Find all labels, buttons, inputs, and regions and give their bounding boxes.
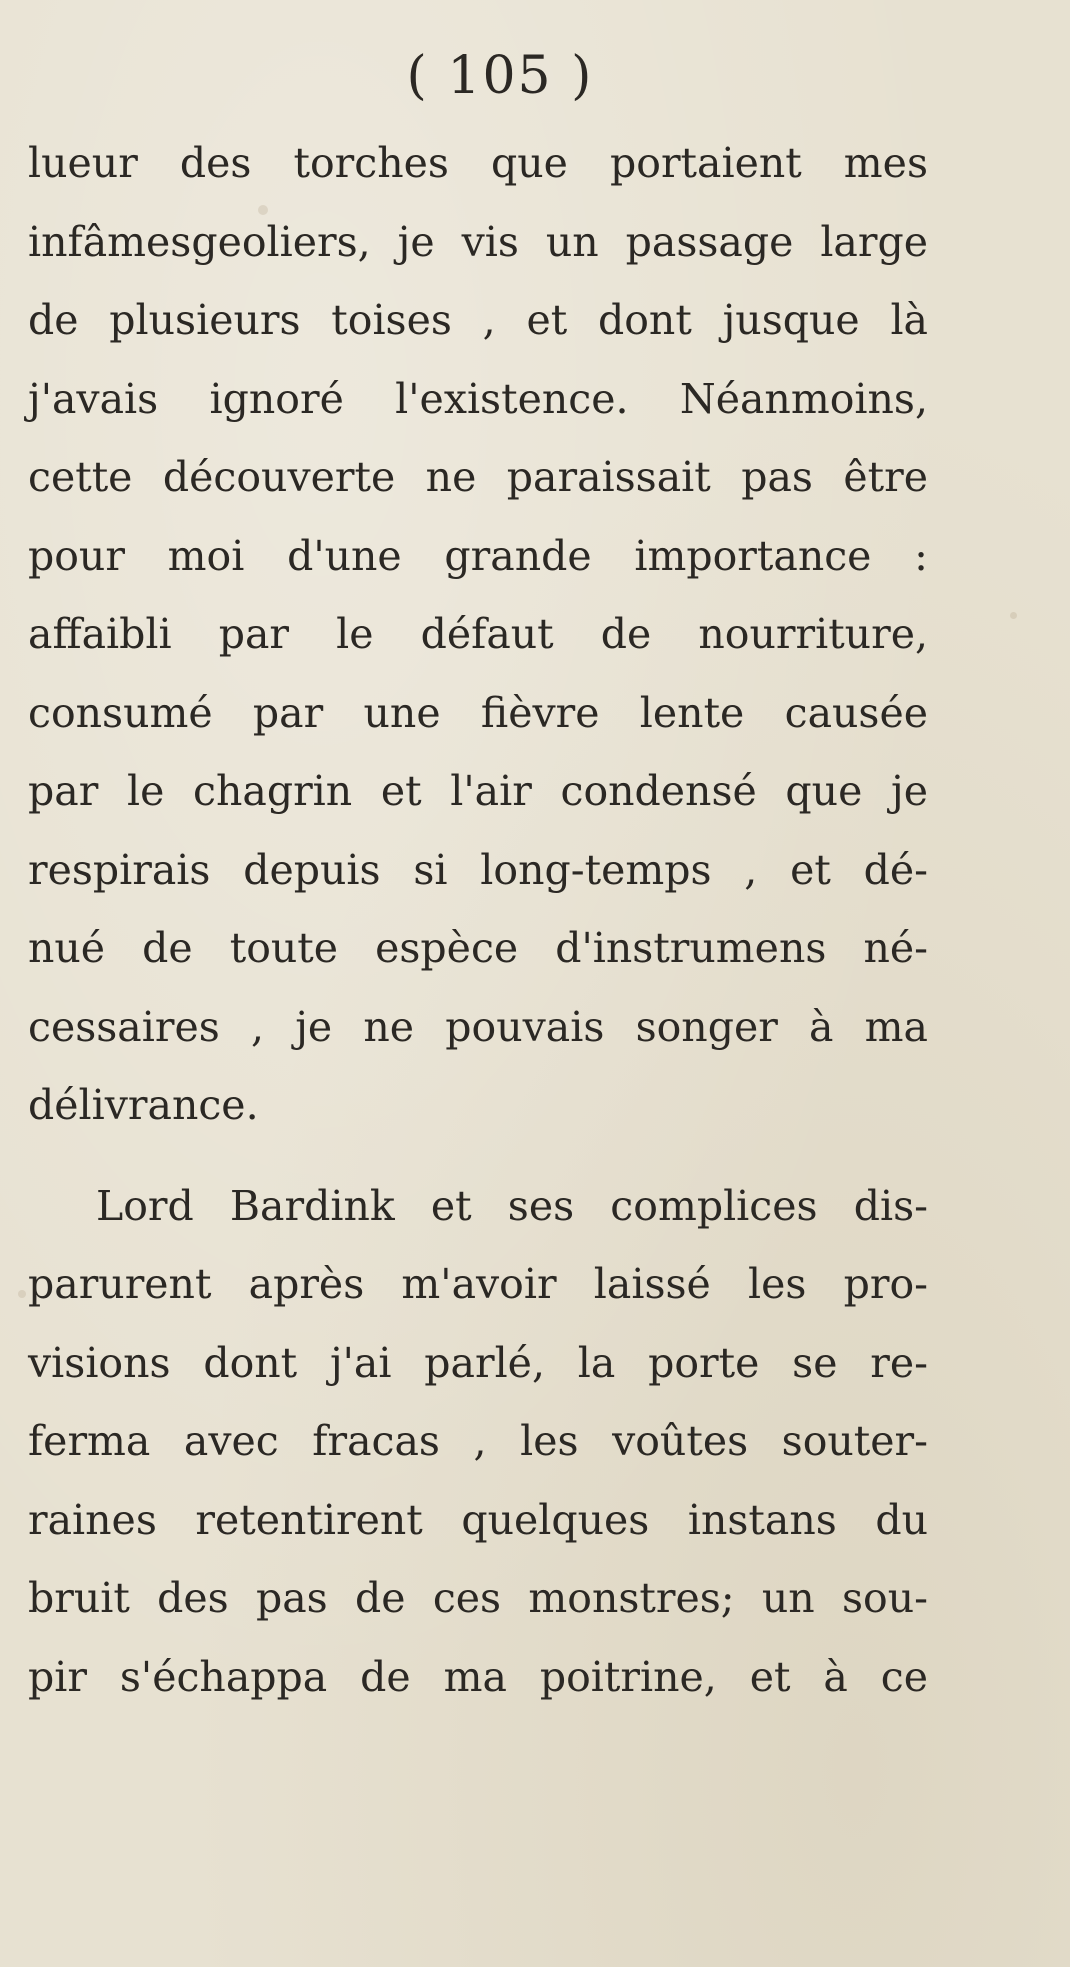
paper-spot (18, 1290, 26, 1298)
text-line: infâmesgeoliers, je vis un passage large (28, 217, 928, 266)
paragraph-gap (28, 1145, 928, 1167)
text-line: consumé par une fièvre lente causée (28, 688, 928, 737)
text-line: par le chagrin et l'air condensé que je (28, 767, 928, 815)
text-line: délivrance. (28, 1081, 259, 1129)
text-line: Lord Bardink et ses complices dis- (96, 1181, 928, 1230)
text-line: respirais depuis si long-temps , et dé- (28, 845, 928, 894)
text-line: nué de toute espèce d'instrumens né- (28, 924, 928, 972)
paper-spot (1010, 612, 1017, 619)
text-line: pir s'échappa de ma poitrine, et à ce (28, 1652, 928, 1701)
text-line: raines retentirent quelques instans du (28, 1495, 928, 1544)
text-line: visions dont j'ai parlé, la porte se re- (28, 1338, 928, 1387)
body-text (28, 124, 928, 1716)
page-number: ( 105 ) (406, 46, 594, 106)
text-line: j'avais ignoré l'existence. Néanmoins, (28, 374, 928, 423)
text-line: cessaires , je ne pouvais songer à ma (28, 1002, 928, 1051)
text-line: affaibli par le défaut de nourriture, (28, 610, 928, 658)
text-line: ferma avec fracas , les voûtes souter- (28, 1417, 928, 1465)
text-line: parurent après m'avoir laissé les pro- (28, 1260, 928, 1308)
text-line: lueur des torches que portaient mes (28, 139, 928, 187)
text-line: de plusieurs toises , et dont jusque là (28, 296, 928, 344)
text-line: cette découverte ne paraissait pas être (28, 453, 928, 501)
text-line: bruit des pas de ces monstres; un sou- (28, 1574, 928, 1622)
text-line: pour moi d'une grande importance : (28, 531, 928, 580)
